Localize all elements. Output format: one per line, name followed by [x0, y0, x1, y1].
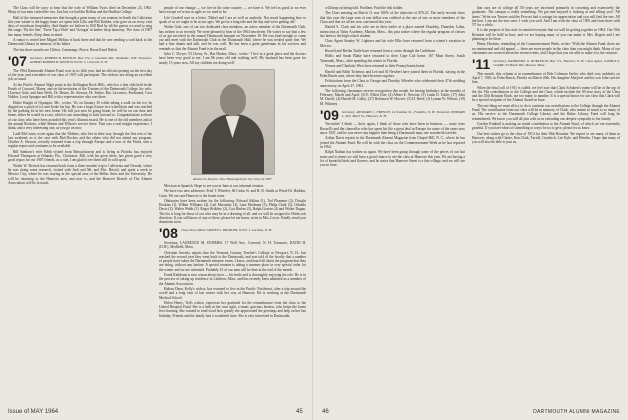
class-year: '07: [8, 53, 27, 70]
paragraph: Hulton Dana, Kelly's widow, has returned to live in the Pacific Northwest, after a trip around the world and a long visit of last winter with her son, at Hanover. He is working at the Dartmouth Medical School.: [159, 287, 306, 300]
paragraph: When the final roll of 1911 is called, we feel sure that Clark Schubert's name will be at the top of the list. His contributions to the College and the Class, which include the 50-year story of the Class and the 25th Reunion Book, are too many to number. It is a special honor for our class that Clark will be a special recipient of the Alumni Award in June.: [472, 85, 620, 103]
column-4: [472, 6, 620, 404]
paragraph: The Class will be sorry to hear that the wife of William Twiss died on December 23, 1963. Many of our men visited the two. Just last we had the Rollins and the Hurlbut College.: [8, 6, 152, 15]
paragraph: Hollis and Sarah Blake have returned to their Cape Cod home, 167 Main Street, South Yarmouth, Mass., after spending the winter in Florida.: [320, 54, 465, 63]
class-officers: Secretary, ROBERT B. KENYON, Box 172, 4 Granham Rd., Woodside, N.H. Treasurer, ALBERT ROBERT B. KENYON N.F.D. 3, Concord, N. H.: [29, 56, 152, 65]
paragraph: The Class meeting on March 11 was 100% of the objective of $76.25. The early records show that this year the large sum of one dollar was credited at the rate of one or more members of the Class and that we all are now convinced this year.: [320, 11, 465, 24]
class-heading-09: [320, 106, 465, 123]
paragraph: Harold S. Clark and his wife are in their trailer at a place named Sloudsby, Dunedin, Lahia, instruction at Tabor Academy, Marion, Mass., this past winter where the regular program of classes has been to the high school student.: [320, 25, 465, 38]
paragraph: The last three awards are Clifton, Cummings, Pierce, Russell and Walsh.: [13, 47, 118, 52]
class-heading-07: [8, 53, 152, 70]
paragraph: Harold and Edith Tichenor, and Lee and Al Newbert have joined them in Florida, staying in the Palm Beach area, where they have become regulars.: [320, 69, 465, 78]
paragraph: Julia C. Dwyer, 53 Cherry St., Bar Harbor, Mass., writes: 'I live in a great place and the doctors have been very good to me. I am 86 years old and walking well. My husband has been gone for nearly 13 years now. All my children are doing well.': [159, 52, 306, 65]
paragraph: Life Goodell sent us a letter, 'Mabel and I are as well as anybody. Not much happening here to speak of as we ought to be at our ages. We go for a long ride and the day and we're getting old.': [159, 15, 306, 24]
paragraph: 'Securities' I think — then, again, I think of those who have been in business — some were Russell's and the chancellor who has spent his life a great deal in Europe for some of the years now since 1947, and he was never any happier than being a Dartmouth man, one wonderful traveler.: [320, 122, 465, 135]
page-number-left: 45: [296, 409, 303, 415]
paragraph: This month, this column is in remembrance of Bob Coleman Seeley who died very suddenly on April 7, 1963, in Palm Beach, Florida on March 20th. His daughter Marjorie and his son John survive him.: [472, 71, 620, 85]
paragraph: Walter W. Herrick has returned back from a three months' trip to California and Nevada, where he was doing some research, visited with Jack and Mr. and Mrs. Bristol, and spent a week in Mexico City, where he was staying in the special area of the Bellas Artes and the University. He will be returning to the Hanover area, and now is, and the Hanover Branch of The Alumni Association will be in touch.: [8, 163, 152, 185]
paragraph: Obituaries have been written for the following: Edward Adkins (1), Tod Plummer (2), Dwight Hoskins (1), Wilbur Williams (4), Carl Macaulay (4), Lane Heidman (3), Philip Clark (3), Orlando Davis (2), Walter Webb (1). Roger Brikiley (2), Lou Harlan (3), Ralph Gorton (4) and Walter Dugan. The list is long for those of our who may be in a dressing of all, and we will be assigned to Hitchcock direction. If you still know of any of these, please let me know, write to Mrs. Lewis. Kindly send your donations soon.: [159, 198, 306, 225]
paragraph: Ralph Nathan has written us again. We have been going through some of the pieces of our last notes and it seems we will have a good chance to see the class at Hanover this year. We are having a lot of beautiful birds and flowers, and he states that Hanover Street is a fine village, and we will see you in June.: [320, 150, 465, 168]
paragraph: Hobie Knight of Ogunquit, Me., writes, 'It's on January 30 while taking a walk on the ice, he slipped on a patch of ice and broke his hip. He was a huge fixture in a wheelchair and was reached by the parking lot in his new home. He will just now be going home, he will be on our door and home, either he would in a cast, which is not something to look forward to. Congratulations to those of our class who have been awarded this year's Alumni award. He is one of the old members and at the annual Rookies, while Martin and Wilson's service there. That was a real insight experience, I think, and a very interesting one, as you go on now.: [8, 100, 152, 131]
portrait-photo: [191, 69, 275, 175]
paragraph: The 1964 Dartmouth Alumni Fund, now in its fifth year, had an official opening on the first day of the year, and a member of our class of 1907 will participate. The widows are doing an excellent job, as usual.: [8, 68, 152, 82]
paragraph: Ladd McCreary wrote again that the Tibbetts, who live in their way through the first rest of the last weekend, as is the case with Bud Rockey and the others who did not attend our program. Charles A. Stewart, recently returned from a trip through Europe and a tour of the Fittist, sent a regular report and continues to be available.: [8, 131, 152, 149]
column-1: [8, 6, 152, 404]
paragraph: Felicitations from the Class to George and Dorothy Wheeler who celebrated their 47th wedding anniversary on April 27, 1963.: [320, 79, 465, 88]
paragraph: Class Agent Stanley W. Lightner and his wife Ellie have returned from a winter's vacation in Mexico.: [320, 39, 465, 48]
column-2: [159, 6, 306, 404]
paragraph: Half of the treasured memories that brought a great many of our reunion in South the California this year winter is the happy hours we spent with Lillo and Bill Knibbe, who gave us on every visit days of wondrous hospitality. And thanks we believe to Bill Bird by all the guests we used to sing the songs. 'By the Sea', 'There Tip a Hole' and 'Georgia' in barber shop harmony. The class of 1907 has many friends. Keep them in mind.: [8, 15, 152, 37]
paragraph: The following classmates receive recognition this month for having birthdays in the months of February, March and April: (3) E. Elbert Doe; (4) Albert E. Newton; (5) Linda D. Tuttle; (17) John M. Derrel; (4) Harold M. Colby; (27) Robinson W. Hoover; (5) H. Reed; (1) Lyman W. Wilson; (10) M. Whitney.: [320, 88, 465, 106]
class-officers: Secretary, NATHANIEL G. BURLESON, Box 171, Hanover, N. H. Class Agent, JOSHUA S. CLARK. 95 Beach Rd., Marion, Mass.: [493, 59, 620, 68]
paragraph: Secretary, LAURENCE M. SYMMES, 17 Wolf Ave., Concord, N. H. Treasurer, DAVID H. (D.H.), Medfield, Mass.: [159, 240, 306, 250]
page-number-right: 46: [322, 409, 329, 415]
paragraph: people of our vintage — we live in the wine country — we have it. We feel as good as we ever have except we're not as agile as we used to be.: [159, 6, 306, 15]
paragraph: Bill Sanborn's wife Edith visited from Massachusetts and is living at Florida, has enjoyed Edward Thompson at Orlando, Fla., Christmas. Bill, with his great cheer, has given good a very good report for our 1907 friends, as a rule, I am glad to see them still in cold spots.: [8, 149, 152, 163]
class-officers: Class News Editor SIDNEY L. RIDDLER, N.F.D. 1, Laconia, N. H.: [180, 228, 272, 233]
paragraph: At the Pacific Alumni Night party at the Kellington Rock Hills, which is a fine club held in the Parish of Concord, Maine, and on the invitation of the Trustees of the Dartmouth College, his wife, Clarence Gale, and Sam Wells, Dr. Hester, Dr. Stewart, Dr. Parker, Bar. Lawrence, Ferdinand, Cora Nobles, Louis Sprague and Bill with a representative who was there.: [8, 82, 152, 100]
photo-caption: Robert D. Kenyon. New Head Agent for the Class of 1907: [193, 176, 272, 181]
paragraph: We have two new addresses: Fred T. Wheeler, 66 Cedar St. and H. B. Smith at Wood Dr. Haddon, Conn. We are sure Hanover is the home town.: [159, 189, 306, 198]
class-officers: Secretary, RICHARD C. FRENCH. 14 Sheldon St., Franklin, N. H. Treasurer, EDWARD L. B.N. Balch St., Hanover, N. H.: [341, 109, 465, 118]
paragraph: Our best wishes go to the class of 1914 for their 50th Reunion. We expect to see many of them in Hanover, along with Clarke, Ken Clark, Turvill, Goodrich, Lee Kyle, and Heinlin. I hope that many of you will also be able to join us.: [472, 131, 620, 145]
paragraph: Gordon Kimball is making an initial contribution to the Alumni Fund, of which we are extremely grateful. If you have ideas of something or ways for us to give, please let us know.: [472, 121, 620, 131]
column-3: [320, 6, 465, 404]
paragraph: that ours are of college all 50 years are increased primarily in crowning and extensively the graduates. The campus is really something. We got and enjoyed it looking at and telling you? 'All times.' Write our Trustee said the Provost had a cottage for appreciation and you will find the one. All the best. I am not the new ones. I wish you well. And I am with the class of 1905 and from there with '07 for a while.: [472, 6, 620, 27]
issue-footer: Issue of MAY 1964: [8, 409, 59, 415]
magazine-name-footer: DARTMOUTH ALUMNI MAGAZINE: [533, 409, 620, 415]
paragraph: The one thing we must all try to do is continue our contributions to the College through the Alumni Fund. The contribution from our class will be in memory of Clark, who meant so much to so many of us. His service to the Dartmouth College Library and the Baker Library Fund will long be remembered. We know you will all join with us in extending our deepest sympathy to his family.: [472, 103, 620, 121]
class-year: '11: [472, 56, 491, 73]
class-heading-11: [472, 56, 620, 73]
paragraph: Arthur Davis reports in the Dartmouth Alumni Magazine from Chapel Hill, N. C., where he has joined the Alumni Fund. He will be with the class on the Commencement Week as he last reported in 1962.: [320, 136, 465, 149]
paragraph: will keep on being told. Problem: Find the fish fodder.: [325, 6, 404, 10]
paragraph: Mexican in Spanish. Hope to see you in June at our informal reunion.: [164, 183, 265, 188]
paragraph: A rumor is rested here Miguel Molina is back there and that he was sending a card back to the Dartmouth Library in memory of his father.: [8, 38, 152, 47]
portrait-head: [220, 84, 246, 116]
paragraph: Frank Rathburn is now a man about town — his bride and is thoroughly enjoying his role. He is in the process of taking up residence in Littleton, Mass. and has recently been admitted as a member of the Alumni Association.: [159, 273, 306, 286]
class-year: '09: [320, 106, 339, 123]
page-gutter: [312, 0, 313, 420]
paragraph: Vernon and Charlotte West have returned to their Pennsylvania home.: [325, 64, 426, 69]
class-heading-08: [159, 225, 306, 242]
paragraph: It is the purpose of this note to remind everyone that we will be getting together in 1964. Our 55th Reunion will be held in June, and we are hoping many of you can make it. Mrs. Rogers and I are planning to be there.: [472, 28, 620, 41]
paragraph: Christian Anxiety reports that the Vermont Country Teacher's College at Newport, N. H., has reached the second year they went back to the Dartmouth, and was told of the faculty that a number of people have taken the Dartmouth entrance exam, I know, and heard all about the program that they are doing, without any fanfare. A special reunion is taking a summer place in very special order for the winter and we are informed. Probably 23 of our men will be here at the end of the month.: [159, 250, 306, 272]
paragraph: Russell and Bertha Tuttle have returned from a cruise through the Caribbean.: [325, 49, 436, 53]
paragraph: Walter Gale, one of our two dedicated class members, an active member of the Dartmouth Club, has written to us recently. We were pleased to hear of the 1964 newsletter. He writes to say that a few of us got involved in the annual Dartmouth banquet on November 18. He was kind enough to come out and meet with the Dartmouth Club in the Dartmouth Hall, where he was treated quite fine. We had a fine dinner and talk, and he was well. He has been a great gentleman in his services and reminds us that the Alumni Fund is in the mail.: [159, 25, 306, 51]
paragraph: Henry Hoskins, reminding of the Commencement Week, writes: 'With the Alumni Fund, there are no sentimental and old appeal — there are more people in the class than you might think. Many of our classmates are worried about the recent events, and I hope that you are able to make it to the reunion.': [472, 42, 620, 55]
class-year: '08: [159, 225, 178, 242]
paragraph: Helen Henry, Ted's widow, expresses her gratitude for the remembrance from the class to the United Hospital Fund. She is a lady in her own right, a smart, gracious hostess, who keeps the home fires burning. She wanted to send word how greatly she appreciated the greetings and help on her last birthday. Friends and the family had a wonderful time. She is very interested in Dartmouth.: [159, 300, 306, 318]
